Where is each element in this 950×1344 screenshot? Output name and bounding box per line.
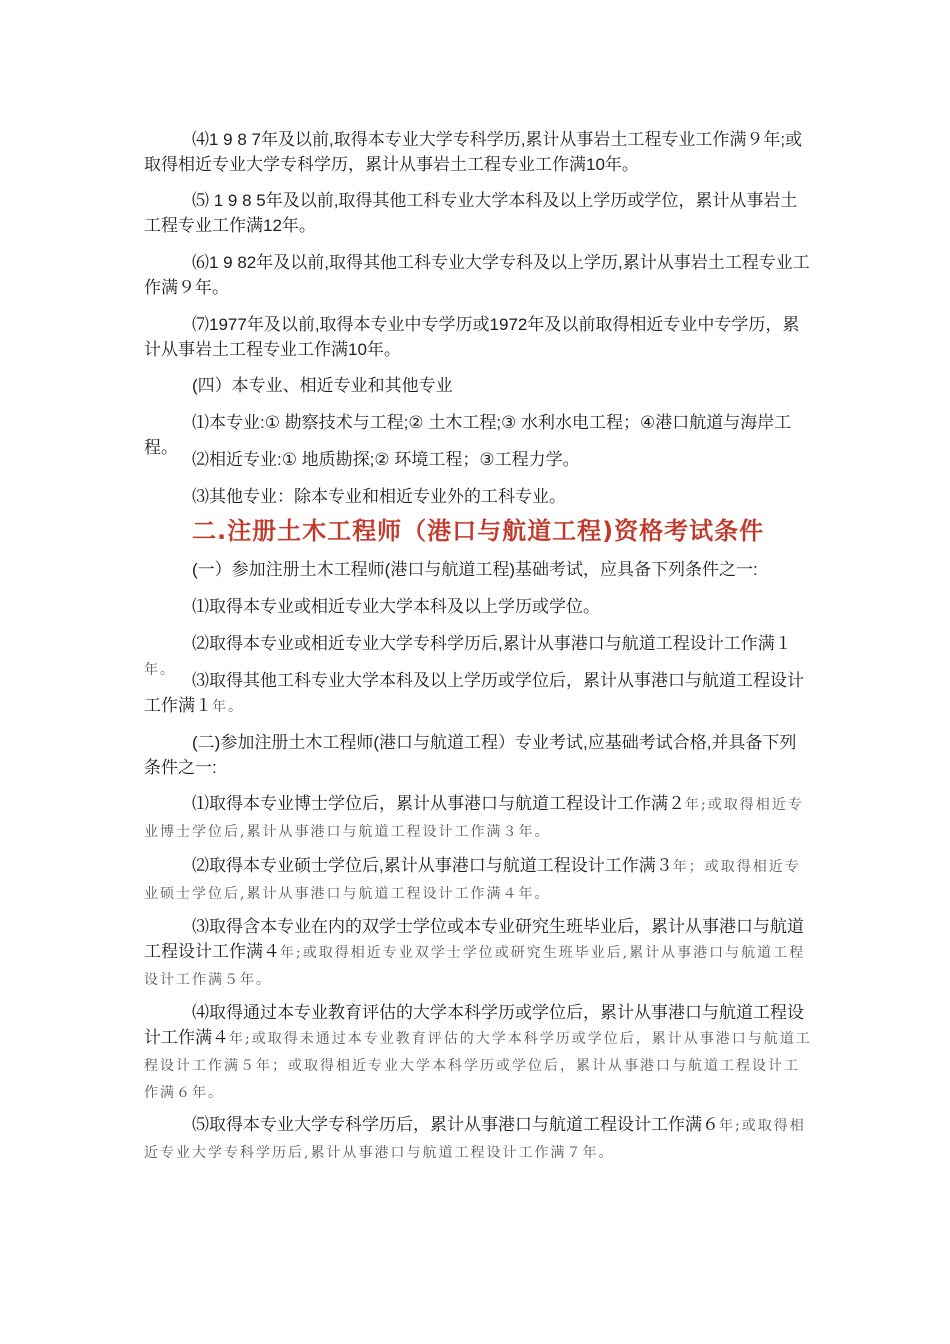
subsection-title-majors: (四）本专业、相近专业和其他专业 xyxy=(192,376,453,395)
text-main: ⑷取得通过本专业教育评估的大学本科学历或学位后，累计从事港口与航道工程设计工作满４ xyxy=(144,1003,804,1047)
text-tail: 年;或取得未通过本专业教育评估的大学本科学历或学位后，累计从事港口与航道工程设计工作满５年；或取得相近专业大学本科学历或学位后，累计从事港口与航道工程设计工作满６年。 xyxy=(144,1031,812,1101)
text-main: ⑵取得本专业或相近专业大学专科学历后,累计从事港口与航道工程设计工作满１ xyxy=(192,634,792,653)
paragraph-pro-2 xyxy=(144,853,812,907)
subsection-title-professional-exam: (二)参加注册土木工程师(港口与航道工程）专业考试,应基础考试合格,并具备下列条件之一: xyxy=(144,733,797,777)
paragraph-req-7: ⑺1977年及以前,取得本专业中专学历或1972年及以前取得相近专业中专学历，累计从事岩土工程专业工作满10年。 xyxy=(144,315,800,359)
subsection-title-basic-exam: (一）参加注册土木工程师(港口与航道工程)基础考试，应具备下列条件之一: xyxy=(192,560,758,579)
text-main: ⑸取得本专业大学专科学历后，累计从事港口与航道工程设计工作满６ xyxy=(192,1115,719,1134)
section-heading: 二.注册土木工程师（港口与航道工程)资格考试条件 xyxy=(192,517,765,545)
paragraph-req-6: ⑹1 9 82年及以前,取得其他工科专业大学专科及以上学历,累计从事岩土工程专业工作满９年。 xyxy=(144,253,810,297)
paragraph-related-major: ⑵相近专业:① 地质勘探;② 环境工程；③工程力学。 xyxy=(192,450,580,469)
paragraph-own-major: ⑴本专业:① 勘察技术与工程;② 土木工程;③ 水利水电工程；④港口航道与海岸工程。 xyxy=(144,413,792,457)
paragraph-pro-4 xyxy=(144,1000,812,1106)
paragraph-basic-3 xyxy=(144,668,812,720)
paragraph-basic-1: ⑴取得本专业或相近专业大学本科及以上学历或学位。 xyxy=(192,597,600,616)
paragraph-req-4: ⑷1 9 8 7年及以前,取得本专业大学专科学历,累计从事岩土工程专业工作满９年;或取得相近专业大学专科学历，累计从事岩土工程专业工作满10年。 xyxy=(144,130,803,174)
paragraph-pro-1 xyxy=(144,791,812,845)
text-tail: 年；或取得相近专业硕士学位后,累计从事港口与航道工程设计工作满４年。 xyxy=(144,859,801,902)
text-tail: 年。 xyxy=(144,662,176,678)
text-main: ⑶取得含本专业在内的双学士学位或本专业研究生班毕业后，累计从事港口与航道工程设计工作满４ xyxy=(144,917,804,961)
text-main: ⑴取得本专业博士学位后，累计从事港口与航道工程设计工作满２ xyxy=(192,794,685,813)
paragraph-req-5: ⑸ 1 9 8 5年及以前,取得其他工科专业大学本科及以上学历或学位，累计从事岩土工程专业工作满12年。 xyxy=(144,191,798,235)
text-main: ⑶取得其他工科专业大学本科及以上学历或学位后，累计从事港口与航道工程设计工作满１ xyxy=(144,671,804,715)
text-tail: 年;或取得相近专业大学专科学历后,累计从事港口与航道工程设计工作满７年。 xyxy=(144,1118,806,1161)
paragraph-pro-5 xyxy=(144,1112,812,1166)
text-tail: 年;或取得相近专业博士学位后,累计从事港口与航道工程设计工作满３年。 xyxy=(144,797,804,840)
text-tail: 年;或取得相近专业双学士学位或研究生班毕业后,累计从事港口与航道工程设计工作满５年。 xyxy=(144,945,806,988)
text-main: ⑵取得本专业硕士学位后,累计从事港口与航道工程设计工作满３ xyxy=(192,856,673,875)
paragraph-pro-3 xyxy=(144,914,812,993)
paragraph-other-major: ⑶其他专业：除本专业和相近专业外的工科专业。 xyxy=(192,487,566,506)
text-tail: 年。 xyxy=(212,699,244,715)
